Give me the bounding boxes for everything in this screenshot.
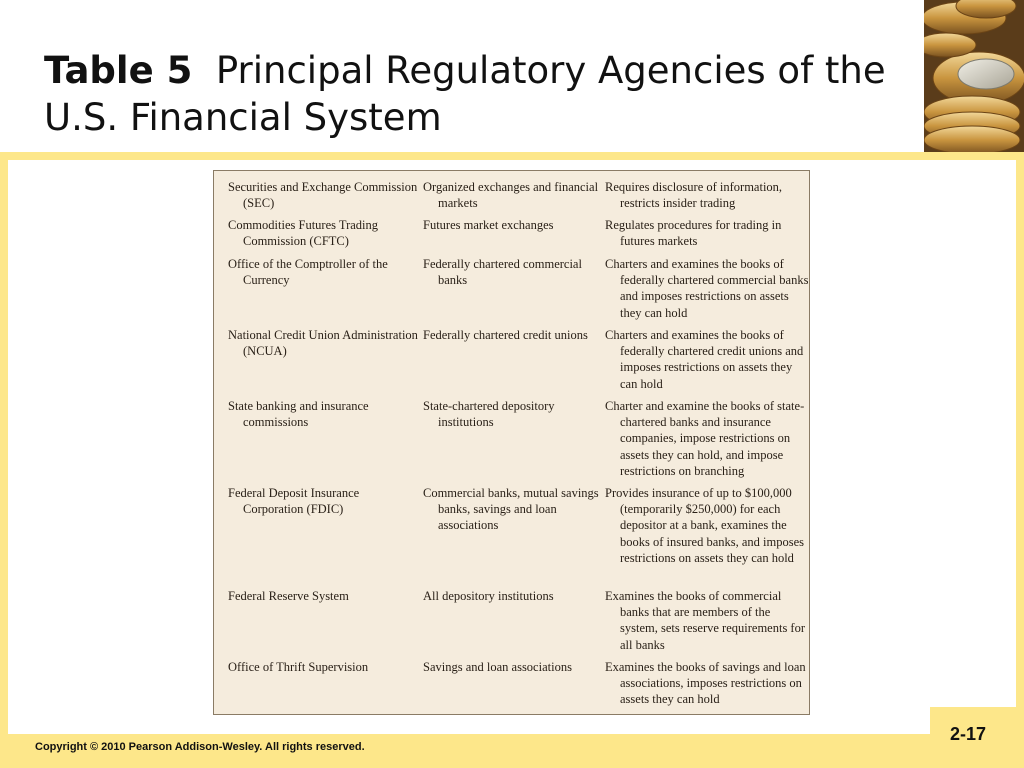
agency-cell: Federal Reserve System: [228, 589, 349, 603]
agency-cell: Commodities Futures Trading Commission (CFTC): [228, 218, 379, 249]
regulates-cell: State-chartered depository institutions: [423, 399, 555, 430]
agency-cell: Federal Deposit Insurance Corporation (FDIC): [228, 486, 360, 517]
slide-title: [44, 47, 914, 141]
coins-image: [924, 0, 1024, 152]
agency-cell: Office of the Comptroller of the Currency: [228, 257, 388, 288]
regulates-cell: Organized exchanges and financial markets: [423, 180, 599, 211]
agency-cell: Office of Thrift Supervision: [228, 660, 369, 674]
regulates-cell: All depository institutions: [423, 589, 554, 603]
purpose-cell: Examines the books of commercial banks that are members of the system, sets reserve requirements for all banks: [605, 589, 806, 652]
regulates-cell: Commercial banks, mutual savings banks, savings and loan associations: [423, 486, 599, 533]
purpose-cell: Provides insurance of up to $100,000 (temporarily $250,000) for each depositor at a bank, examines the books of insured banks, and imposes restrictions on assets they can hold: [605, 486, 805, 565]
copyright-notice: Copyright © 2010 Pearson Addison-Wesley. All rights reserved.: [35, 741, 365, 753]
coins-illustration: [924, 0, 1024, 152]
regulatory-agencies-table: [213, 170, 810, 715]
purpose-cell: Charters and examines the books of federally chartered credit unions and imposes restrictions on assets they can hold: [605, 328, 804, 391]
regulates-cell: Federally chartered commercial banks: [423, 257, 582, 288]
title-table-number: Table 5: [44, 49, 193, 92]
purpose-cell: Regulates procedures for trading in futures markets: [605, 218, 782, 249]
purpose-cell: Charters and examines the books of federally chartered commercial banks and imposes restrictions on assets they can hold: [605, 257, 809, 320]
regulates-cell: Savings and loan associations: [423, 660, 572, 674]
purpose-cell: Examines the books of savings and loan associations, imposes restrictions on assets they can hold: [605, 660, 806, 707]
regulates-cell: Futures market exchanges: [423, 218, 554, 232]
page-number: 2-17: [950, 724, 987, 744]
title-text: Principal Regulatory Agencies of the U.S. Financial System: [44, 49, 886, 139]
title-area: [0, 0, 924, 152]
purpose-cell: Charter and examine the books of state-chartered banks and insurance companies, impose restrictions on assets they can hold, and impose restrictions on branching: [605, 399, 805, 478]
regulates-cell: Federally chartered credit unions: [423, 328, 588, 342]
purpose-cell: Requires disclosure of information, restricts insider trading: [605, 180, 783, 211]
agency-cell: Securities and Exchange Commission (SEC): [228, 180, 418, 211]
agency-cell: National Credit Union Administration (NCUA): [228, 328, 418, 359]
agency-cell: State banking and insurance commissions: [228, 399, 369, 430]
